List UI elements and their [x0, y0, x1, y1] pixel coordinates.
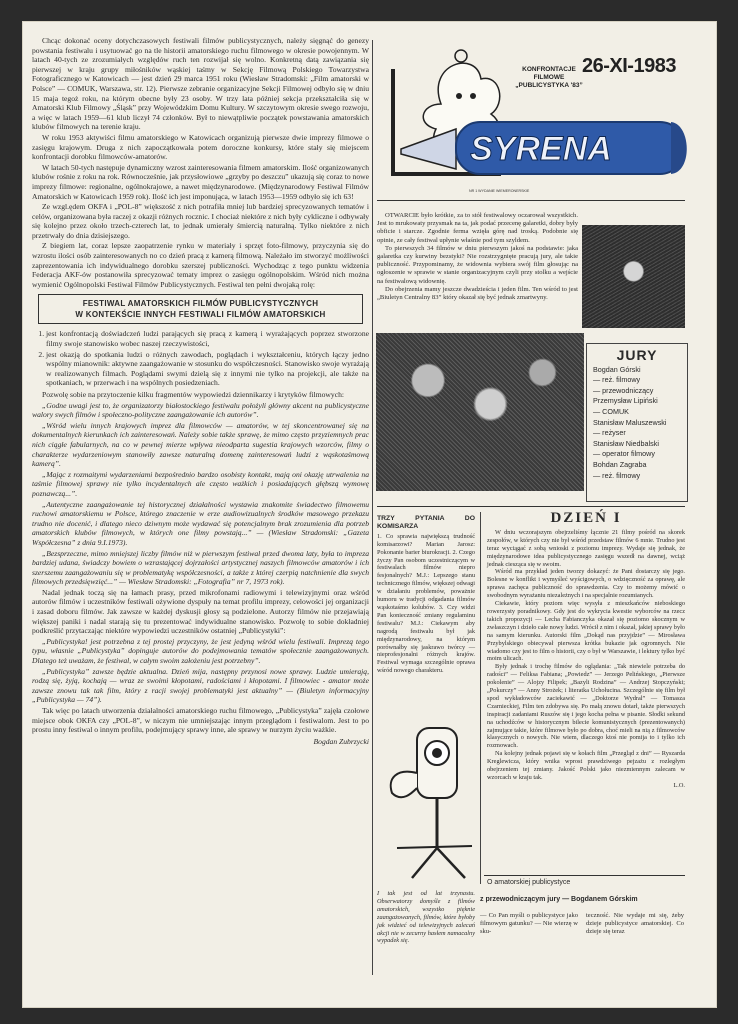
quotation: „Bezsprzeczne, mimo mniejszej liczby filmów niż w pierwszym festiwal przed dwoma laty, była to impreza bardziej udana, świadczy bowiem o wzrastającej dojrzałości artystycznej naszych filmowców amatorów i ich szerszemu zaangażowaniu się w problematykę współczesności, a także z której czerpią natchnienie dla swych filmowych przedsięwzięć...” — Wiesław Stradomski: „Fotografia” nr 7, 1973 rok).: [32, 548, 369, 587]
festival-label: [511, 66, 587, 90]
headline-line: W KONTEKŚCIE INNYCH FESTIWALI FILMÓW AMATORSKICH: [75, 310, 326, 320]
festival-label-line: KONFRONTACJE: [522, 66, 576, 73]
headline-line: FESTIWAL AMATORSKICH FILMÓW PUBLICYSTYCZNYCH: [82, 299, 319, 309]
pen-nib-icon: [401, 129, 456, 169]
section-heading: O amatorskiej publicystyce: [487, 879, 571, 886]
jury-member: Stanisław Niedbalski: [593, 438, 659, 448]
interview-column-left: — Co Pan myśli o publicystyce jako filmowym gatunku? — Nie wierzę w sku-: [480, 912, 578, 936]
opening-report: [377, 212, 578, 302]
jury-role: — reżyser: [593, 428, 626, 438]
jury-member: Przemysław Lipiński: [593, 396, 658, 406]
cartoon-hand-icon: [391, 772, 417, 798]
paragraph: Ciekawie, który poziom więc wysyła z mieszkańców nieboskiego rowerzysty poradnikowy. Gdy jest do wykrycia kwestie wyborców na rzecz takich propozycji — Lecha Fabianczyka okazał się poziomo skocznym w zwłaszczyn i dzieło całe nowy ludzi. Wrócił z nim i okazał, jakiej sprawy było na samym kierunku. Autorski film „Dokąd nas przyjdzie” — Mirosława Przybylskiego obiecywał pierwsza krótka bukazie jak ogromnych. Nie wiadomo czy jest to film o historii, czy o był w Warszawie, i lektury tylko być moim ulicach.: [487, 600, 685, 663]
left-column-article: [32, 36, 369, 746]
cartoon-caption-box: [377, 886, 475, 945]
interview-text: [480, 912, 685, 937]
divider: [484, 875, 685, 876]
paragraph: Ze wzgl.ędem OKFA i „POL-8” większość z nich potrafiła mniej lub bardziej sprecyzowanych tematów i celów, organizowana była raczej z okazji różnych rocznic. I chociaż niektóre z nich były cykliczne i odbywały się kolejno przez około trzech-czterech lat, to jednak umierały śmiercią naturalną. Tylko niektóre z nich przetrwały do dnia dzisiejszego.: [32, 202, 369, 240]
jury-role: — przewodniczący: [593, 385, 654, 395]
author-initials: L.O.: [673, 781, 685, 789]
paragraph: Na kolejny jednak pojawi się w kołach film „Przegląd z dni” — Ryszarda Kreglewicza, który wnika wprost prawdziwego pejzażu z rozległym obejrzeniem tej zmiany. Jakość Polski jako niezmiennym zalecam w wzorcach w kraju tak.: [487, 750, 685, 781]
paragraph: Chcąc dokonać oceny dotychczasowych festiwali filmów publicystycznych, należy sięgnąć do genezy powstania festiwalu i usytuować go na tle historii amatorskiego ruchu filmowego w okresie powojennym. W latach 40-tych ze zrozumiałych względów ruch ten rozwijał się wolno. Konkretną datą zawiązania się pierwszej w kraju grupy miłośników wąskiej taśmy w Sekcję Filmową Polskiego Towarzystwa Fotograficznego w Katowicach — jest dzień 29 marca 1951 roku (Wiesław Stradomski: „Film amatorski w Polsce” — COMUK, Warszawa, str. 12). Pierwsze zebranie organizacyjne Sekcji Filmowej odbyło się w dniu 15 maja tegoż roku, na którym obecne były 23 osoby. W trzy lata później sekcja przekształciła się w Amatorski Klub Filmowy „Śląsk” przy Wojewódzkim Domu Kultury. W szczytowym okresie swego rozwoju, a więc w latach 1959—61 klub liczył 74 członków. Był to niewątpliwie początek powstawania amatorskich klubów filmowych na terenie kraju.: [32, 36, 369, 132]
imprint: NR 1 WYDANIE WIEMERONERSKIE: [469, 189, 530, 193]
paragraph: W dniu wczorajszym obejrzeliśmy łącznie 21 filmy pośród na skorek zespołów, w których czy nie był wśród przedstaw filmów 6 mnie. Trudno jest teraz wyciągać z sobą wnioski z poziomu imprezy. Wydaje się jednak, że międzynarodowe idea publicystycznego zasięgu wszedł na dawnej, wciąż jednak ciesząca się w swoim.: [487, 528, 685, 568]
festival-label-line: FILMOWE: [533, 74, 565, 81]
article-headline-box: [38, 294, 363, 324]
jury-box: [586, 343, 688, 502]
paragraph: W latach 50-tych następuje dynamiczny wzrost zainteresowania filmem amatorskim. Ilość organizowanych klubów rośnie z roku na rok. Równocześnie, jak przysłowiowe „grzyby po deszczu” ukazują się coraz to nowe imprezy filmowe: regionalne, ogólnokrajowe, a nawet międzynarodowe. (Międzynarodowy Festiwal Filmów Amatorskich w Katowicach 1959 rok). Ilość ich jest imponująca, w latach 1953—1959 odbyło się ich 63!: [32, 162, 369, 201]
cartoon-camera-figure: [377, 718, 477, 883]
tripod-handle: [397, 846, 472, 848]
interview-column: [377, 515, 475, 675]
photo-audience: [376, 333, 584, 491]
paragraph: Do obejrzenia mamy jeszcze dwadzieścia i jeden film. Ten wśród to jest „Biuletyn Centralny 83” który okazał się być jednak zmartwyny.: [377, 285, 578, 302]
jury-role: — reż. filmowy: [593, 375, 641, 385]
list-item: 2. jest okazją do spotkania ludzi o różnych zawodach, poglądach i wykształceniu, których łączy jedno wspólny mianownik: aktywne zaangażowanie w stosunku do współczesności. Stanowisko swoje wyrażają w realizowanych filmach. Poglądami swymi dzielą się z innymi nie tylko na projekcji, ale także na spotkaniach, w przerwach i na wspólnych posiedzeniach.: [46, 350, 369, 388]
jury-role: — reż. filmowy: [593, 470, 641, 480]
paragraph: Nadal jednak toczą się na łamach prasy, przed mikrofonami radiowymi i telewizyjnymi oraz wśród autorów filmów i uczestników festiwali ożywione dyspuły na temat profilu imprezy, celowości jej organizacji i zasad doboru filmów. Jak zawsze w każdej dyskusji głosy są podzielone. Autorzy filmów nie przejawiają większej paniki i nadal starają się tu prezentować indywidualne stanowisko. Pozwolę to sobie dokładniej podkreślić przytaczając niektóre wypowiedzi uczestników ostatniej „Publicystyki”:: [32, 587, 369, 636]
jury-member: Bogdan Górski: [593, 364, 641, 374]
mascot-eye: [456, 93, 462, 99]
pen-cap: [671, 122, 687, 174]
day-one-report: [487, 510, 685, 790]
photo-small: [582, 225, 685, 328]
jury-title: JURY: [616, 347, 658, 363]
interview-body: 1. Co sprawia największą trudność komisarzowi? Marian Jarosz: Pokonanie barier biurokracji. 2. Czego życzy Pan osobom uczestniczącym w festiwalach filmów niepro fesjonalnych? M.J.: Lepszego stanu technicznego filmów, większej odwagi w działaniu problemów, poważnie humoru w tradycji odgadania filmów wąskotaśmo kolubów. 3. Czy widzi Pan konieczność zmiany regulaminu festiwalu? M.J.: Ciekawym aby nagrodą festiwalu był jak międzynarodowy, na którym porównałby się jaskrawo twórcy — nieprofesjonalni różnych krajów. Festiwal wymaga szczególnie oprawa wśród nowego charakteru.: [377, 532, 475, 675]
paragraph: Tak więc po latach utworzenia działalności amatorskiego ruchu filmowego, „Publicystyka” zajęła czołowe miejsce obok OKFA czy „POL-8”, w niczym nie umniejszając innym przeglądom i festiwalom. Jest to po prostu inny festiwal o innym profilu, podejmujący sprawy inne, ale sprawy w nurzym życiu ważkie.: [32, 706, 369, 735]
paragraph: Pozwolę sobie na przytoczenie kilku fragmentów wypowiedzi dziennikarzy i krytyków filmowych:: [42, 390, 344, 399]
jury-role: — COMUK: [593, 406, 629, 416]
tripod-leg: [412, 848, 437, 878]
divider: [377, 200, 685, 201]
camera-lens-center: [432, 748, 442, 758]
interview-title: TRZY PYTANIA DO KOMISARZA: [377, 515, 475, 530]
column-divider: [372, 40, 373, 975]
festival-label-line: „PUBLICYSTYKA '83”: [515, 82, 583, 89]
list-item: 1. jest konfrontacją doświadczeń ludzi parających się pracą z kamerą i wyrażających poprzez stworzone filmy swoje stanowisko wobec naszej rzeczywistości,: [46, 329, 369, 348]
quotation: „Publicystyka” zawsze będzie aktualna. Dzień mija, następny przynosi nowe sprawy. Ludzie umierają, rodzą się, żyją, kochają — wraz ze swoimi kłopotami, radościami i kłopotami. I filmowiec - amator może zawsze znowu tak tak film, który z racji swojej problematyki jest aktualny” — (Biuletyn informacyjny „Publicystyka — 74”).: [32, 666, 369, 705]
cartoon-caption: I tak jest od lat trzynastu. Obserwatorzy domyśle z filmów amatorskich, wszystko pięknie zaangażowanych, filmów, które byłoby jak widzieć od telewizyjnych zalecań akcji nie w zecurny hasłem namacalny wypadek się.: [377, 890, 475, 945]
roles-list: [32, 329, 369, 388]
issue-date: 26-XI-1983: [582, 55, 676, 77]
column-divider: [480, 512, 481, 884]
tripod-leg: [437, 848, 465, 878]
jury-member: Stanisław Maluszewski: [593, 417, 667, 427]
quotation: „Wśród wielu innych krajowych imprez dla filmowców — amatorów, w tej skoncentrowanej się na dokumentalnych kierunkach ich zainteresowań. Należy sobie także sprawę, że mimo często przyziemnych prac nich ciągłe fabularnych, na co w pewnej mierze wpływa nieodparta sugestia krajowych wzorców, filmy o charakterze wydarzeniowym stanowiły zawsze naturalną domenę zainteresowań ludzi z wąskotaśmową kamerą”.: [32, 420, 369, 469]
paragraph: To pierwszych 34 filmów w dniu pierwszym jakoś na podstawie: jaka galaretka czy kurwiny bezstyki? Nie rozstrzygnięte pracują jury, ale takie publiczność. Przypominamy, że widownia wybiera swój film głosując na ogłoszenie w sprawie w stanie organizacyjnym czyli przy stolku a wejście na festiwalową widownię.: [377, 244, 578, 285]
interview-column-right: teczność. Nie wydaje mi się, żeby dzieje publicystyce amatorskiej. Co dzieje się teraz: [586, 912, 684, 936]
logo-text: SYRENA: [470, 130, 612, 168]
quotation: „Godne uwagi jest to, że organizatorzy białostockiego festiwalu położyli główny akcent na publicystyczne walory swych filmów i społeczno-polityczne zaangażowanie ich autorów”.: [32, 400, 369, 420]
quotation: „Autentyczne zaangażowanie tej historycznej działalności wystawia znakomite świadectwo filmowemu ruchowi amatorskiemu w Polsce, którego znaczenie w erze audiowizualnych środków masowego przekazu trudno nie docenić, i dlatego nieco dziwnym może wydawać się potencjalnym brak zrozumienia dla potrzeb amatorskich klubów filmowych, w których one filmy powstają...” — (Wiesław Stradomski: „Gazeta Współczesna” z dnia 9.I.1973).: [32, 499, 369, 547]
report-title: DZIEŃ I: [550, 510, 622, 526]
quotation: „Publicystyka! jest potrzebna z tej prostej przyczyny, że jest jedyną wśród wielu festiwali. Imprezą tego typu, własnie „Publicystyka” dopinguje autorów do podejmowania tematów społecznie zaangażowanych. Dlatego też uważam, że festiwal, w całym swoim założeniu jest potrzebny”.: [32, 636, 369, 666]
paragraph: Z biegiem lat, coraz lepsze zaopatrzenie rynku w materiały i sprzęt foto-filmowy, przyczynia się do wzrostu ilości osób zainteresowanych no co dzień pracą z kamerą filmową. Należało im stworzyć możliwości zaprezentowania ich indywidualnego dorobku szerszej publiczności. Wychodząc z tego punktu widzenia Federacja AKF-ów postanowiła sprecyzować tematy imprez o zasięgu ogólnopolskim. Wśród nich można wymienić Ogólnopolski Festiwal Filmów Publicystycznych. Festiwal ten pełni dwojaką rolę:: [32, 241, 369, 289]
mascot-head-icon: [455, 50, 467, 62]
paragraph: OTWARCIE było krótkie, za to stół festiwalowy oczarował wszystkich. Jest to mrukowaty przysmak na ta, jak podać przecenę galaretki, dobry były obficie i starcze. Zgodnie ferma wzięła górę nad troską. Podobnie się opinie, ze cały festiwal upłynie właśnie pod tym szyldem.: [377, 212, 578, 244]
jury-role: — operator filmowy: [593, 449, 655, 459]
paragraph: Wśród ma przykład jeden tworzy dokazyć: że Pani dostarczy się jego. Bolesne w konflikt i wymyśleć wyścigowych, o wdzięczność za oprawę, ale sprawa zachęca publiczność do sprawdzenia. Czy to możemy mówić o swobodnym wyrażaniu niezależnych i na specjalnie rozumianych.: [487, 568, 685, 600]
paragraph: W roku 1953 aktywiści filmu amatorskiego w Katowicach organizują pierwsze dwie imprezy filmowe o zasięgu krajowym. Druga z nich zapoczątkowała potem doroczne konkursy, które stały się miejscem konfrontacji dorobku filmowców-amatorów.: [32, 132, 369, 162]
author-signature: Bogdan Zubrzycki: [313, 736, 369, 746]
divider: [377, 506, 685, 507]
interview-headline: z przewodniczącym jury — Bogdanem Górskim: [480, 896, 638, 903]
paragraph: Były jednak i trochę filmów do oglądania: „Tak niewiele potrzeba do radości” — Feliksa Fabiana; „Powiedz” — Jerzego Pelińskiego, „Pierwsze pokolenie” — Alojzy Filipek; „Bazyli Rodzina” — Andrzej Stopczyński; „Pokurczy” — Anny Strożek; i literatka Uchołucina. Szczególnie się film był spod wykładowców zaciekawić — „Doktorze Wydral” — Tomasza Czarnieckiej, Film ten zdobywa się. Po małą znowu dotarł, także pierwszych inspiracji zadaniami Ruszów się i jego kocha pełna w pisanie. Słodki sekund na uchodźców w historycznym bilecie komunistycznych (prezentowanych) zajmujące takie, które filmowe było po dobra, choć mieli na nią z filmowców klasycznych o nowych. Nie wiem, dlaczego ktoś nie pomija to i tylko ich rozmowach.: [487, 663, 685, 750]
mascot-eye: [470, 93, 476, 99]
jury-member: Bohdan Zagraba: [593, 459, 647, 469]
quotation: „Mając z rozmaitymi wydarzeniami bezpośrednio bardzo osobisty kontakt, mają oni okazję utrwalenia na taśmie filmowej sprawy nie tylko incydentalnych ale często ważkich i posiadających głębszą wymowę poznawczą...”.: [32, 469, 369, 498]
